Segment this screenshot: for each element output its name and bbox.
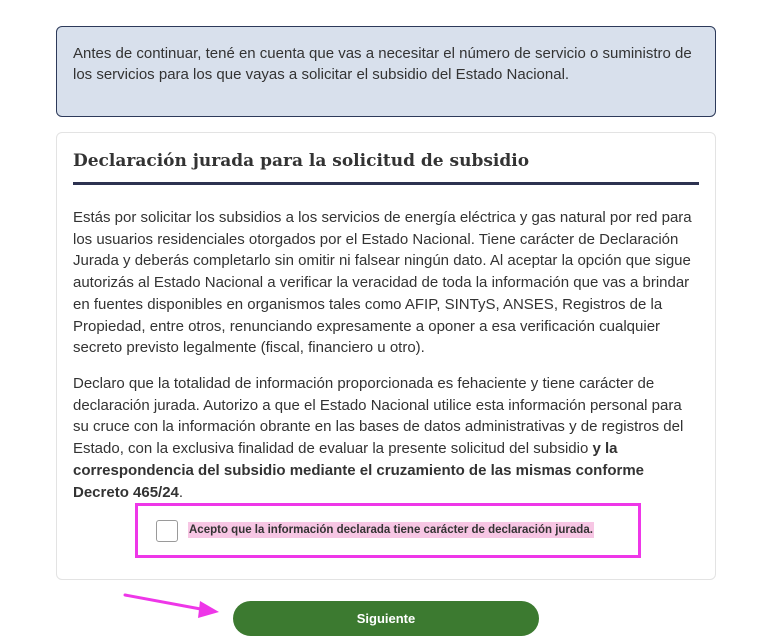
consent-label[interactable]: Acepto que la información declarada tiene carácter de declaración jurada.: [189, 524, 593, 536]
info-notice-text: Antes de continuar, tené en cuenta que vas a necesitar el número de servicio o suministro de los servicios para los que vayas a solicitar el subsidio del Estado Nacional.: [73, 45, 692, 83]
title-divider: [73, 182, 699, 185]
next-button[interactable]: Siguiente: [233, 601, 539, 636]
declaration-title: Declaración jurada para la solicitud de subsidio: [73, 151, 530, 171]
declaration-paragraph-2-regular: Declaro que la totalidad de información proporcionada es fehaciente y tiene carácter de declaración jurada. Autorizo a que el Estado Nacional utilice esta información personal para su cruce con la información obrante en las bases de datos administrativas y de registros del Estado, con la exclusiva finalidad de evaluar la presente solicitud del subsidio: [73, 375, 684, 458]
info-notice: [56, 26, 716, 117]
consent-checkbox[interactable]: [156, 520, 178, 542]
declaration-paragraph-2-end: .: [178, 483, 184, 501]
pointer-arrow-icon: [122, 590, 222, 620]
declaration-paragraph-2-bold: y la correspondencia del subsidio mediante el cruzamiento de las mismas conforme Decreto 465/24: [73, 440, 645, 501]
consent-highlight: [135, 503, 641, 558]
declaration-paragraph-1: Estás por solicitar los subsidios a los servicios de energía eléctrica y gas natural por red para los usuarios residenciales otorgados por el Estado Nacional. Tiene carácter de Declaración Jurada y deberás completarlo sin omitir ni falsear ningún dato. Al aceptar la opción que sigue autorizás al Estado Nacional a verificar la veracidad de toda la información que vas a brindar en fuentes disponibles en organismos tales como AFIP, SINTyS, ANSES, Registros de la Propiedad, entre otros, renunciando expresamente a oponer a esa verificación cualquier secreto previsto legalmente (fiscal, financiero u otro).: [73, 209, 692, 357]
declaration-paragraph-2: [73, 373, 701, 503]
